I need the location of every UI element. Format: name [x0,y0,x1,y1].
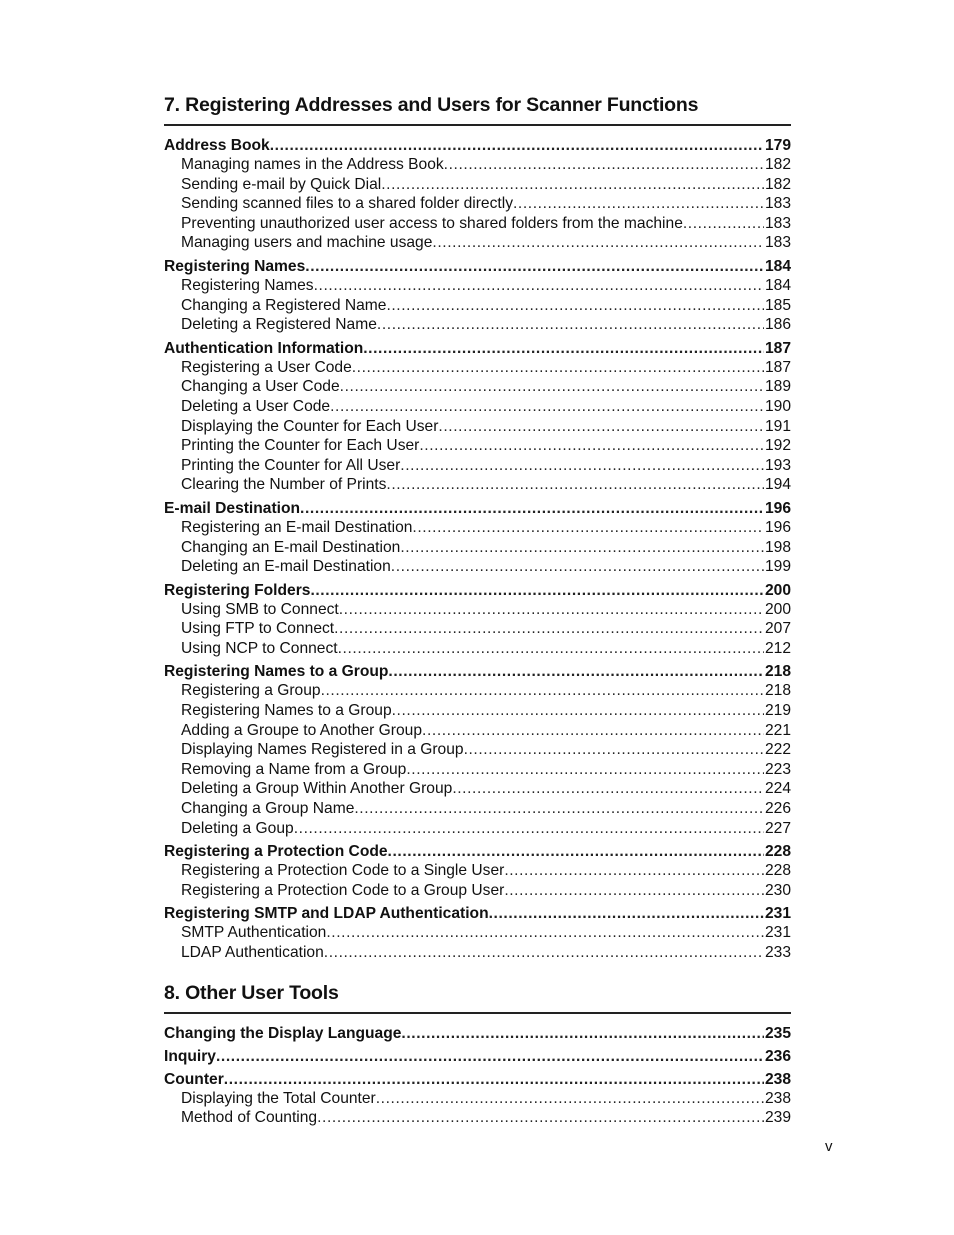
toc-subsection-entry-label: Deleting an E-mail Destination [181,558,391,576]
toc-subsection-entry-page-number: 194 [764,476,791,494]
toc-subsection-entry-page-number: 182 [764,175,791,193]
toc-subsection-entry[interactable] [164,639,791,659]
dot-leader [513,194,764,214]
toc-section-entry[interactable] [164,842,791,861]
toc-subsection-entry[interactable] [164,436,791,456]
toc-subsection-entry-label: Clearing the Number of Prints [181,476,387,494]
toc-section-entry[interactable] [164,581,791,600]
toc-subsection-entry-label: Changing a User Code [181,378,340,396]
toc-subsection-entry-label: Deleting a User Code [181,397,331,415]
dot-leader [392,701,764,721]
toc-section-entry-page-number: 236 [764,1047,791,1065]
dot-leader [377,315,764,335]
toc-subsection-entry-page-number: 231 [764,924,791,942]
toc-section-entry[interactable] [164,1047,791,1066]
toc-subsection-entry-label: Registering Names [181,276,314,294]
toc-section-entry-label: Registering Folders [164,581,311,599]
toc-subsection-entry[interactable] [164,760,791,780]
toc-section-entry-page-number: 235 [764,1024,791,1042]
toc-subsection-entry-page-number: 182 [764,156,791,173]
toc-subsection-entry-label: Displaying the Total Counter [181,1089,376,1107]
toc-subsection-entry[interactable] [164,456,791,476]
toc-subsection-entry[interactable] [164,799,791,819]
toc-subsection-entry-page-number: 183 [764,195,791,213]
toc-subsection-entry[interactable] [164,861,791,881]
dot-leader [354,799,764,819]
toc-subsection-entry[interactable] [164,819,791,839]
toc-section-entry-page-number: 200 [764,581,791,599]
toc-subsection-entry[interactable] [164,518,791,538]
toc-subsection-entry-page-number: 227 [764,819,791,837]
toc-subsection-entry-page-number: 199 [764,558,791,576]
dot-leader [363,339,764,358]
toc-section-entry-page-number: 231 [764,905,791,923]
toc-subsection-entry[interactable] [164,214,791,234]
toc-subsection-entry-page-number: 218 [764,682,791,700]
toc-section-entry[interactable] [164,1070,791,1089]
dot-leader [314,276,764,296]
toc-subsection-entry[interactable] [164,538,791,558]
toc-subsection-entry-page-number: 191 [764,417,791,435]
chapter-title: 7. Registering Addresses and Users for Scanner Functions [164,93,791,126]
dot-leader [412,518,764,538]
toc-subsection-entry-page-number: 192 [764,437,791,455]
toc-subsection-entry-label: Using NCP to Connect [181,639,338,657]
toc-subsection-entry-page-number: 228 [764,862,791,880]
dot-leader [352,358,764,378]
toc-subsection-entry-page-number: 189 [764,378,791,396]
toc-subsection-entry-label: Registering a User Code [181,358,352,376]
toc-section-entry[interactable] [164,339,791,358]
toc-subsection-entry-label: Registering a Protection Code to a Single User [181,862,505,880]
toc-subsection-entry-page-number: 196 [764,518,791,536]
dot-leader [464,740,764,760]
toc-subsection-entry-page-number: 190 [764,397,791,415]
dot-leader [683,214,764,234]
chapter [164,981,791,1128]
dot-leader [419,436,764,456]
dot-leader [317,1108,764,1128]
dot-leader [300,499,764,518]
dot-leader [422,721,764,741]
dot-leader [340,377,764,397]
toc-subsection-entry-page-number: 200 [764,600,791,618]
toc-subsection-entry-page-number: 185 [764,296,791,314]
toc-section-entry-label: Address Book [164,137,270,154]
dot-leader [321,681,764,701]
dot-leader [330,397,764,417]
toc-subsection-entry[interactable] [164,175,791,195]
toc-section-entry-label: Registering a Protection Code [164,843,388,861]
toc-subsection-entry[interactable] [164,475,791,495]
dot-leader [305,257,764,276]
toc-subsection-entry-label: Displaying Names Registered in a Group [181,741,464,759]
dot-leader [391,557,764,577]
dot-leader [294,819,764,839]
toc-section-entry-page-number: 184 [764,257,791,275]
toc-subsection-entry-page-number: 186 [764,316,791,334]
dot-leader [452,779,764,799]
toc-subsection-entry-page-number: 193 [764,456,791,474]
toc-subsection-entry[interactable] [164,315,791,335]
toc-section-entry[interactable] [164,662,791,681]
toc-section-entry-label: Registering SMTP and LDAP Authentication [164,905,489,923]
toc-section-entry-label: Inquiry [164,1047,216,1065]
toc-subsection-entry-label: Using FTP to Connect [181,620,335,638]
dot-leader [504,861,764,881]
toc-section-entry-label: Authentication Information [164,339,364,357]
toc-subsection-entry-label: Printing the Counter for All User [181,456,401,474]
dot-leader [324,943,764,963]
toc-section-entry[interactable] [164,257,791,276]
toc-subsection-entry-page-number: 223 [764,760,791,778]
toc-subsection-entry[interactable] [164,600,791,620]
toc-subsection-entry-label: Changing a Registered Name [181,296,387,314]
dot-leader [388,842,764,861]
toc-subsection-entry[interactable] [164,619,791,639]
toc-subsection-entry-page-number: 187 [764,358,791,376]
toc-subsection-entry[interactable] [164,1089,791,1109]
section-list [164,1014,791,1128]
toc-subsection-entry[interactable] [164,721,791,741]
dot-leader [438,417,764,437]
toc-subsection-entry[interactable] [164,943,791,963]
dot-leader [388,662,764,681]
chapter [164,93,791,963]
toc-section-entry[interactable] [164,1024,791,1043]
toc-subsection-entry-label: SMTP Authentication [181,924,327,942]
toc-subsection-entry-label: Using SMB to Connect [181,600,339,618]
toc-subsection-entry[interactable] [164,701,791,721]
toc-section-entry-page-number: 228 [764,843,791,861]
toc-section-entry-page-number: 218 [764,663,791,681]
toc-subsection-entry[interactable] [164,881,791,901]
toc-section-entry-page-number: 238 [764,1070,791,1088]
toc-subsection-entry-page-number: 222 [764,741,791,759]
toc-subsection-entry[interactable] [164,740,791,760]
toc-subsection-entry-label: Managing users and machine usage [181,234,433,252]
toc-subsection-entry-label: Sending scanned files to a shared folder directly [181,195,513,213]
toc-subsection-entry[interactable] [164,194,791,214]
dot-leader [338,639,764,659]
toc-subsection-entry-label: Changing an E-mail Destination [181,538,401,556]
toc-subsection-entry[interactable] [164,557,791,577]
toc-subsection-entry-label: Deleting a Goup [181,819,294,837]
toc-section-entry-page-number: 179 [764,137,791,154]
toc-subsection-entry-label: Registering Names to a Group [181,702,392,720]
toc-subsection-entry-label: Registering a Group [181,682,321,700]
dot-leader [339,600,764,620]
toc-subsection-entry[interactable] [164,417,791,437]
page-number: v [825,1138,833,1155]
toc-section-entry-page-number: 196 [764,499,791,517]
dot-leader [400,538,764,558]
toc-subsection-entry-page-number: 224 [764,780,791,798]
toc-subsection-entry-page-number: 233 [764,944,791,961]
toc-subsection-entry-label: Registering a Protection Code to a Group User [181,881,505,899]
toc-subsection-entry-page-number: 221 [764,721,791,739]
toc-subsection-entry[interactable] [164,923,791,943]
toc-subsection-entry-page-number: 183 [764,234,791,252]
toc-subsection-entry-label: Deleting a Group Within Another Group [181,780,453,798]
toc-subsection-entry-page-number: 198 [764,538,791,556]
dot-leader [270,136,764,155]
toc-section-entry-page-number: 187 [764,339,791,357]
toc-subsection-entry[interactable] [164,377,791,397]
dot-leader [216,1047,764,1066]
section-list [164,126,791,963]
dot-leader [504,881,764,901]
dot-leader [386,296,764,316]
toc-section-entry-label: E-mail Destination [164,499,301,517]
toc-subsection-entry-page-number: 183 [764,214,791,232]
toc-subsection-entry-label: Sending e-mail by Quick Dial [181,175,382,193]
dot-leader [400,456,764,476]
toc-subsection-entry[interactable] [164,155,791,175]
toc-subsection-entry[interactable] [164,276,791,296]
dot-leader [310,581,764,600]
dot-leader [432,233,764,253]
toc-subsection-entry-label: Removing a Name from a Group [181,760,407,778]
toc-subsection-entry-label: Preventing unauthorized user access to shared folders from the machine [181,214,683,232]
toc-section-entry[interactable] [164,136,791,155]
toc-subsection-entry[interactable] [164,397,791,417]
toc-subsection-entry-page-number: 184 [764,276,791,294]
toc-subsection-entry-label: Deleting a Registered Name [181,316,377,334]
toc-subsection-entry-label: Changing a Group Name [181,800,355,818]
toc-subsection-entry-label: Printing the Counter for Each User [181,437,420,455]
toc-section-entry-label: Registering Names [164,257,306,275]
toc-subsection-entry-page-number: 239 [764,1109,791,1127]
dot-leader [326,923,764,943]
toc-section-entry-label: Changing the Display Language [164,1024,402,1042]
toc-subsection-entry[interactable] [164,358,791,378]
toc-subsection-entry[interactable] [164,1108,791,1128]
dot-leader [401,1024,764,1043]
toc-subsection-entry-page-number: 212 [764,639,791,657]
toc-subsection-entry[interactable] [164,233,791,253]
dot-leader [334,619,764,639]
toc-section-entry[interactable] [164,904,791,923]
dot-leader [381,175,764,195]
toc-subsection-entry-label: Registering an E-mail Destination [181,518,413,536]
toc-subsection-entry-page-number: 230 [764,881,791,899]
dot-leader [386,475,764,495]
toc-section-entry-label: Registering Names to a Group [164,663,389,681]
dot-leader [406,760,764,780]
dot-leader [376,1089,764,1109]
toc-subsection-entry[interactable] [164,779,791,799]
toc-subsection-entry-label: Managing names in the Address Book [181,156,444,173]
toc-section-entry[interactable] [164,499,791,518]
toc-subsection-entry[interactable] [164,296,791,316]
toc-subsection-entry-label: Adding a Groupe to Another Group [181,721,423,739]
toc-subsection-entry-label: Displaying the Counter for Each User [181,417,439,435]
dot-leader [444,155,764,175]
toc-subsection-entry-label: Method of Counting [181,1109,318,1127]
toc-subsection-entry[interactable] [164,681,791,701]
dot-leader [489,904,764,923]
toc-subsection-entry-page-number: 238 [764,1089,791,1107]
toc-section-entry-label: Counter [164,1070,224,1088]
dot-leader [224,1070,764,1089]
table-of-contents [164,93,791,1128]
toc-subsection-entry-label: LDAP Authentication [181,944,324,961]
toc-subsection-entry-page-number: 207 [764,620,791,638]
chapter-title: 8. Other User Tools [164,981,791,1014]
toc-subsection-entry-page-number: 219 [764,702,791,720]
toc-subsection-entry-page-number: 226 [764,800,791,818]
